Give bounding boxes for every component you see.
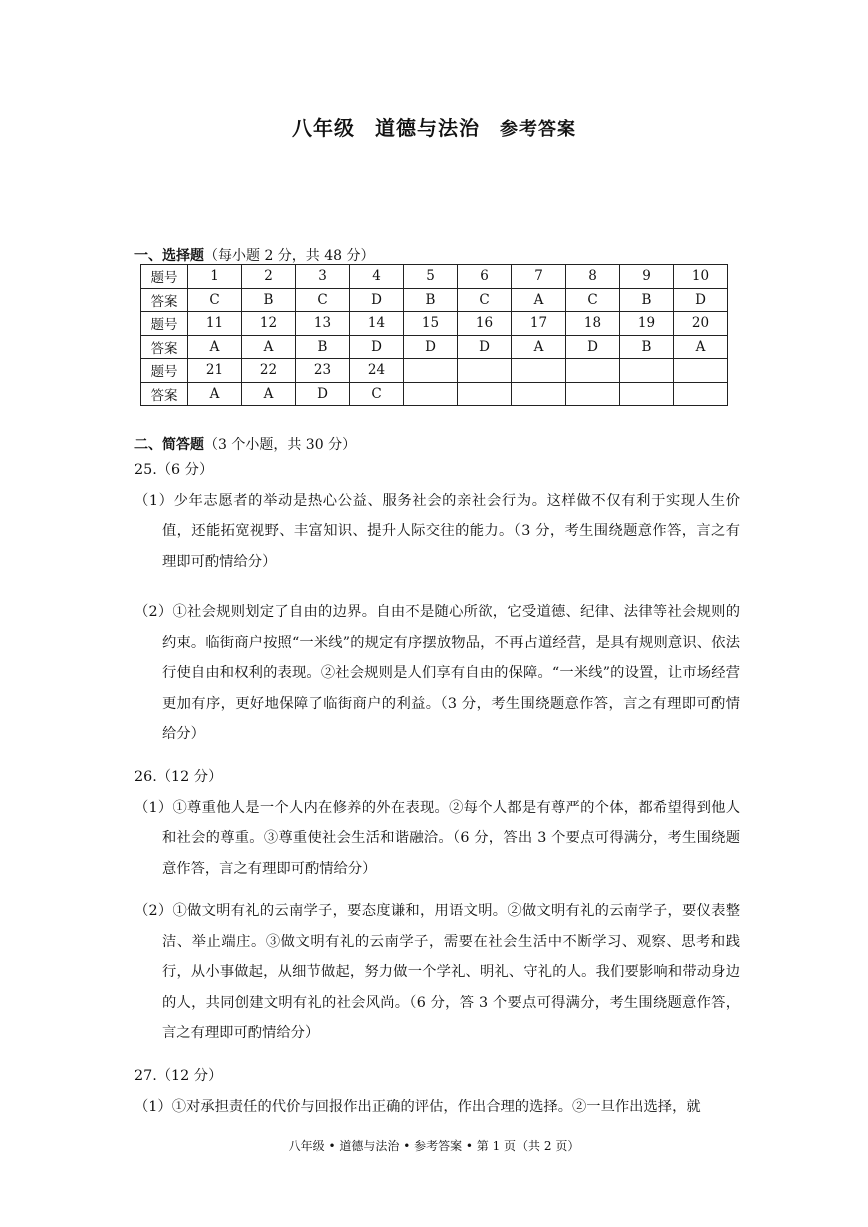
- section2-note: （3 个小题，共 30 分）: [204, 437, 357, 453]
- answer-table-row: [141, 382, 728, 406]
- answer-cell: 6: [458, 265, 512, 289]
- page-footer: 八年级 • 道德与法治 • 参考答案 • 第 1 页（共 2 页）: [288, 1139, 580, 1153]
- answer-cell: 23: [296, 359, 350, 383]
- answer-cell: C: [566, 288, 620, 312]
- answer-cell: [404, 359, 458, 383]
- answer-cell: B: [620, 288, 674, 312]
- page-title: [0, 112, 868, 141]
- answer-cell: D: [566, 335, 620, 359]
- question-27: [134, 1061, 740, 1122]
- section1-title: 一、选择题: [134, 248, 204, 264]
- answer-cell: [458, 359, 512, 383]
- answer-cell: [458, 382, 512, 406]
- q25-part1: （1）少年志愿者的举动是热心公益、服务社会的亲社会行为。这样做不仅有利于实现人生价值，还能拓宽视野、丰富知识、提升人际交往的能力。（3 分，考生围绕题意作答，言之有理即可酌情给分）: [134, 492, 740, 570]
- answer-cell: [620, 359, 674, 383]
- row-label: 题号: [141, 312, 188, 336]
- answer-cell: 1: [188, 265, 242, 289]
- answer-cell: B: [404, 288, 458, 312]
- answer-cell: A: [188, 335, 242, 359]
- answer-table-row: [141, 312, 728, 336]
- answer-table: [140, 264, 728, 406]
- answer-cell: 14: [350, 312, 404, 336]
- answer-cell: 17: [512, 312, 566, 336]
- answer-cell: 8: [566, 265, 620, 289]
- answer-table-row: [141, 335, 728, 359]
- answer-cell: [674, 382, 728, 406]
- answer-cell: 10: [674, 265, 728, 289]
- question-26-part2: [134, 896, 740, 1049]
- row-label: 答案: [141, 335, 188, 359]
- answer-cell: D: [296, 382, 350, 406]
- row-label: 题号: [141, 265, 188, 289]
- answer-cell: 24: [350, 359, 404, 383]
- answer-cell: 15: [404, 312, 458, 336]
- answer-cell: 11: [188, 312, 242, 336]
- section1-note: （每小题 2 分，共 48 分）: [204, 248, 375, 264]
- answer-cell: 20: [674, 312, 728, 336]
- answer-cell: [620, 382, 674, 406]
- answer-cell: 7: [512, 265, 566, 289]
- answer-cell: 4: [350, 265, 404, 289]
- section2-heading: [134, 434, 356, 454]
- question-26: [134, 762, 740, 884]
- answer-cell: [674, 359, 728, 383]
- question-25: [134, 455, 740, 577]
- q26-part1: （1）①尊重他人是一个人内在修养的外在表现。②每个人都是有尊严的个体，都希望得到他人和社会的尊重。③尊重使社会生活和谐融洽。（6 分，答出 3 个要点可得满分，考生围绕题意作答，言之有理即可酌情给分）: [134, 799, 740, 877]
- answer-cell: 21: [188, 359, 242, 383]
- answer-cell: D: [458, 335, 512, 359]
- answer-cell: A: [188, 382, 242, 406]
- answer-cell: 12: [242, 312, 296, 336]
- title-subject: 道德与法治: [375, 116, 480, 140]
- q26-header: 26.（12 分）: [134, 769, 223, 785]
- title-grade: 八年级: [292, 116, 355, 140]
- answer-cell: 3: [296, 265, 350, 289]
- answer-cell: 16: [458, 312, 512, 336]
- answer-cell: 18: [566, 312, 620, 336]
- answer-cell: [404, 382, 458, 406]
- answer-cell: D: [674, 288, 728, 312]
- answer-cell: [512, 382, 566, 406]
- answer-cell: [512, 359, 566, 383]
- q27-part1: （1）①对承担责任的代价与回报作出正确的评估，作出合理的选择。②一旦作出选择，就: [134, 1098, 701, 1115]
- answer-cell: A: [242, 335, 296, 359]
- answer-cell: C: [458, 288, 512, 312]
- q25-part2: （2）①社会规则划定了自由的边界。自由不是随心所欲，它受道德、纪律、法律等社会规则的约束。临街商户按照“一米线”的规定有序摆放物品，不再占道经营，是具有规则意识、依法行使自由和权利的表现。②社会规则是人们享有自由的保障。“一米线”的设置，让市场经营更加有序，更好地保障了临街商户的利益。（3 分，考生围绕题意作答，言之有理即可酌情给分）: [134, 604, 740, 742]
- answer-table-row: [141, 265, 728, 289]
- answer-table-row: [141, 288, 728, 312]
- row-label: 答案: [141, 382, 188, 406]
- q27-header: 27.（12 分）: [134, 1068, 223, 1084]
- answer-cell: A: [512, 335, 566, 359]
- answer-cell: C: [296, 288, 350, 312]
- q25-header: 25.（6 分）: [134, 462, 214, 478]
- answer-cell: B: [242, 288, 296, 312]
- answer-cell: 2: [242, 265, 296, 289]
- title-doc: 参考答案: [500, 119, 576, 140]
- answer-cell: B: [296, 335, 350, 359]
- answer-cell: 9: [620, 265, 674, 289]
- answer-cell: 13: [296, 312, 350, 336]
- answer-cell: 5: [404, 265, 458, 289]
- question-25-part2: [134, 597, 740, 750]
- answer-cell: D: [404, 335, 458, 359]
- section1-heading: [134, 245, 375, 265]
- answer-cell: D: [350, 288, 404, 312]
- answer-cell: A: [674, 335, 728, 359]
- answer-table-row: [141, 359, 728, 383]
- section2-title: 二、简答题: [134, 437, 204, 453]
- row-label: 题号: [141, 359, 188, 383]
- answer-cell: A: [512, 288, 566, 312]
- answer-cell: [566, 382, 620, 406]
- answer-cell: 22: [242, 359, 296, 383]
- row-label: 答案: [141, 288, 188, 312]
- answer-cell: D: [350, 335, 404, 359]
- answer-cell: B: [620, 335, 674, 359]
- answer-cell: C: [350, 382, 404, 406]
- answer-cell: A: [242, 382, 296, 406]
- answer-cell: C: [188, 288, 242, 312]
- answer-cell: 19: [620, 312, 674, 336]
- q26-part2: （2）①做文明有礼的云南学子，要态度谦和，用语文明。②做文明有礼的云南学子，要仪表整洁、举止端庄。③做文明有礼的云南学子，需要在社会生活中不断学习、观察、思考和践行，从小事做起，从细节做起，努力做一个学礼、明礼、守礼的人。我们要影响和带动身边的人，共同创建文明有礼的社会风尚。（6 分，答 3 个要点可得满分，考生围绕题意作答，言之有理即可酌情给分）: [134, 903, 740, 1041]
- answer-cell: [566, 359, 620, 383]
